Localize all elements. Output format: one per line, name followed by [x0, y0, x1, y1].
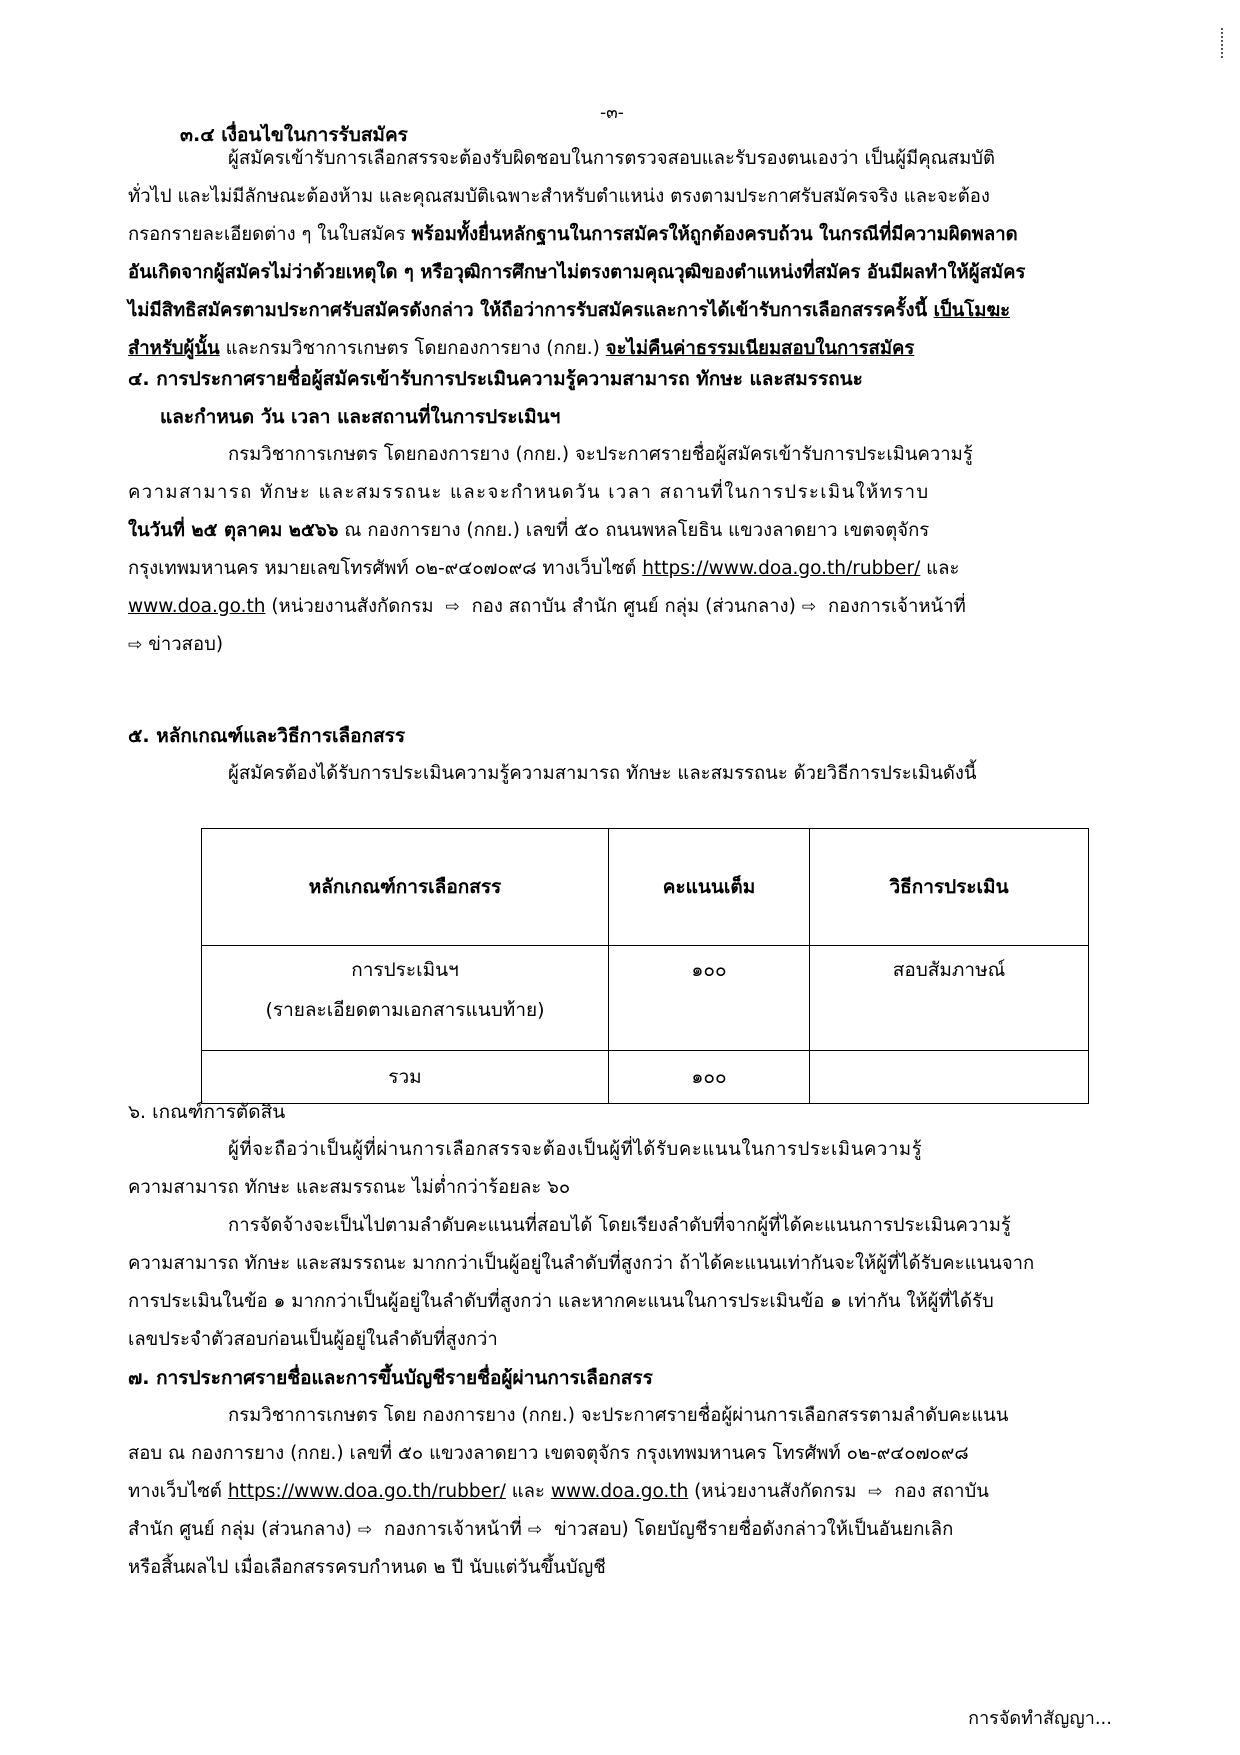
total-method-cell	[810, 1051, 1089, 1104]
table-row	[202, 946, 1089, 1051]
text-run: กองการเจ้าหน้าที่	[378, 1519, 522, 1540]
text-line	[128, 512, 1110, 550]
criteria-cell	[202, 946, 609, 1051]
text-line: ผู้สมัครเข้ารับการเลือกสรรจะต้องรับผิดชอบในการตรวจสอบและรับรองตนเองว่า เป็นผู้มีคุณสมบัติ	[228, 148, 996, 169]
right-arrow-icon: ⇨	[445, 597, 460, 617]
table-header-row	[202, 829, 1089, 946]
total-score-cell: ๑๐๐	[609, 1051, 810, 1104]
emphasis-text-run: เป็นโมฆะ	[933, 300, 1011, 321]
text-line: สอบ ณ กองการยาง (กกย.) เลขที่ ๕๐ แขวงลาดยาว เขตจตุจักร กรุงเทพมหานคร โทรศัพท์ ๐๒-๙๔๐๗๐๙๘	[128, 1443, 969, 1464]
doa-website-link[interactable]: www.doa.go.th	[550, 1481, 689, 1502]
right-arrow-icon: ⇨	[128, 635, 143, 655]
text-line: ความสามารถ ทักษะ และสมรรถนะ ไม่ต่ำกว่าร้อยละ ๖๐	[128, 1177, 571, 1198]
text-run: ข่าวสอบ)	[148, 634, 224, 655]
text-line: ผู้ที่จะถือว่าเป็นผู้ที่ผ่านการเลือกสรรจะต้องเป็นผู้ที่ได้รับคะแนนในการประเมินความรู้	[228, 1139, 923, 1160]
text-line: การจัดจ้างจะเป็นไปตามลำดับคะแนนที่สอบได้ โดยเรียงลำดับที่จากผู้ที่ได้คะแนนการประเมินความรู้	[228, 1215, 1011, 1236]
text-run: (หน่วยงานสังกัดกรม	[688, 1481, 863, 1502]
text-line: ความสามารถ ทักษะ และสมรรถนะ มากกว่าเป็นผู้อยู่ในลำดับที่สูงกว่า ถ้าได้คะแนนเท่ากันจะให้ผู้ที่ได้รับคะแนนจาก	[128, 1253, 1035, 1274]
column-header-criteria: หลักเกณฑ์การเลือกสรร	[202, 829, 609, 946]
text-line	[128, 292, 1110, 330]
text-run: กรุงเทพมหานคร หมายเลขโทรศัพท์ ๐๒-๙๔๐๗๐๙๘ ทางเว็บไซต์	[128, 558, 643, 579]
text-run: และ	[920, 558, 960, 579]
bold-text-run: พร้อมทั้งยื่นหลักฐานในการสมัครให้ถูกต้องครบถ้วน ในกรณีที่มีความผิดพลาด	[411, 224, 1018, 245]
text-run: ทางเว็บไซต์	[128, 1481, 228, 1502]
text-run: ข่าวสอบ) โดยบัญชีรายชื่อดังกล่าวให้เป็นอันยกเลิก	[548, 1519, 954, 1540]
section-4-heading: ๔. การประกาศรายชื่อผู้สมัครเข้ารับการประเมินความรู้ความสามารถ ทักษะ และสมรรถนะ	[128, 368, 863, 390]
criteria-name: การประเมินฯ	[351, 959, 459, 981]
total-label-cell: รวม	[202, 1051, 609, 1104]
text-line	[128, 588, 1110, 626]
column-header-full-score: คะแนนเต็ม	[609, 829, 810, 946]
text-run: กอง สถาบัน	[888, 1481, 989, 1502]
text-line: กรมวิชาการเกษตร โดยกองการยาง (กกย.) จะประกาศรายชื่อผู้สมัครเข้ารับการประเมินความรู้	[228, 444, 973, 465]
section-4-body	[128, 436, 1110, 664]
section-5-intro: ผู้สมัครต้องได้รับการประเมินความรู้ความสามารถ ทักษะ และสมรรถนะ ด้วยวิธีการประเมินดังนี้	[228, 763, 977, 784]
column-header-method: วิธีการประเมิน	[810, 829, 1089, 946]
section-3-4-heading: ๓.๔ เงื่อนไขในการรับสมัคร	[180, 124, 408, 146]
section-6-heading: ๖. เกณฑ์การตัดสิน	[128, 1101, 286, 1123]
method-cell: สอบสัมภาษณ์	[810, 946, 1089, 1051]
text-run: และกรมวิชาการเกษตร โดยกองการยาง (กกย.)	[219, 338, 606, 359]
emphasis-text-run: สำหรับผู้นั้น	[128, 338, 220, 359]
section-7-heading: ๗. การประกาศรายชื่อและการขึ้นบัญชีรายชื่อผู้ผ่านการเลือกสรร	[128, 1367, 653, 1389]
section-6-body	[128, 1131, 1110, 1359]
text-run: กรอกรายละเอียดต่าง ๆ ในใบสมัคร	[128, 224, 412, 245]
section-7-body	[128, 1397, 1110, 1587]
section-3-4-body	[128, 140, 1110, 368]
table-row-total	[202, 1051, 1089, 1104]
selection-criteria-table	[201, 828, 1089, 1104]
text-run: สำนัก ศูนย์ กลุ่ม (ส่วนกลาง)	[128, 1519, 352, 1540]
rubber-website-link[interactable]: https://www.doa.go.th/rubber/	[642, 558, 921, 579]
emphasis-text-run: จะไม่คืนค่าธรรมเนียมสอบในการสมัคร	[605, 338, 915, 359]
text-line	[128, 216, 1110, 254]
scan-edge-mark	[1221, 28, 1226, 58]
text-run: และ	[505, 1481, 551, 1502]
date-text: ในวันที่ ๒๕ ตุลาคม ๒๕๖๖	[128, 520, 339, 541]
text-line	[128, 626, 1110, 664]
section-4-subheading: และกำหนด วัน เวลา และสถานที่ในการประเมินฯ	[160, 406, 561, 428]
text-line	[128, 1473, 1110, 1511]
text-line: ทั่วไป และไม่มีลักษณะต้องห้าม และคุณสมบัติเฉพาะสำหรับตำแหน่ง ตรงตามประกาศรับสมัครจริง และจะต้อง	[128, 186, 990, 207]
next-page-continuation: การจัดทำสัญญา...	[968, 1708, 1112, 1729]
text-line: กรมวิชาการเกษตร โดย กองการยาง (กกย.) จะประกาศรายชื่อผู้ผ่านการเลือกสรรตามลำดับคะแนน	[228, 1405, 1009, 1426]
text-run: (หน่วยงานสังกัดกรม	[265, 596, 440, 617]
text-run: กองการเจ้าหน้าที่	[822, 596, 966, 617]
text-line: การประเมินในข้อ ๑ มากกว่าเป็นผู้อยู่ในลำดับที่สูงกว่า และหากคะแนนในการประเมินข้อ ๑ เท่ากัน ให้ผู้ที่ได้รับ	[128, 1291, 994, 1312]
text-line: เลขประจำตัวสอบก่อนเป็นผู้อยู่ในลำดับที่สูงกว่า	[128, 1329, 498, 1350]
doa-website-link[interactable]: www.doa.go.th	[128, 596, 266, 617]
section-5-heading: ๕. หลักเกณฑ์และวิธีการเลือกสรร	[128, 725, 406, 747]
right-arrow-icon: ⇨	[801, 597, 817, 617]
rubber-website-link[interactable]: https://www.doa.go.th/rubber/	[227, 1481, 506, 1502]
text-run: กอง สถาบัน สำนัก ศูนย์ กลุ่ม (ส่วนกลาง)	[465, 596, 796, 617]
text-line: อันเกิดจากผู้สมัครไม่ว่าด้วยเหตุใด ๆ หรือวุฒิการศึกษาไม่ตรงตามคุณวุฒิของตำแหน่งที่สมัคร อันมีผลทำให้ผู้สมัคร	[128, 262, 1026, 283]
right-arrow-icon: ⇨	[527, 1520, 543, 1540]
criteria-note: (รายละเอียดตามเอกสารแนบท้าย)	[265, 999, 545, 1021]
text-run: ณ กองการยาง (กกย.) เลขที่ ๕๐ ถนนพหลโยธิน แขวงลาดยาว เขตจตุจักร	[338, 520, 930, 541]
text-line	[128, 1511, 1110, 1549]
right-arrow-icon: ⇨	[868, 1482, 883, 1502]
right-arrow-icon: ⇨	[357, 1520, 373, 1540]
text-line	[128, 550, 1110, 588]
score-cell: ๑๐๐	[609, 946, 810, 1051]
page-number: -๓-	[600, 103, 624, 123]
bold-text-run: ไม่มีสิทธิสมัครตามประกาศรับสมัครดังกล่าว ให้ถือว่าการรับสมัครและการได้เข้ารับการเลือกสรรครั้งนี้	[128, 300, 934, 321]
text-line: ความสามารถ ทักษะ และสมรรถนะ และจะกำหนดวัน เวลา สถานที่ในการประเมินให้ทราบ	[128, 482, 930, 503]
text-line: หรือสิ้นผลไป เมื่อเลือกสรรครบกำหนด ๒ ปี นับแต่วันขึ้นบัญชี	[128, 1557, 606, 1578]
